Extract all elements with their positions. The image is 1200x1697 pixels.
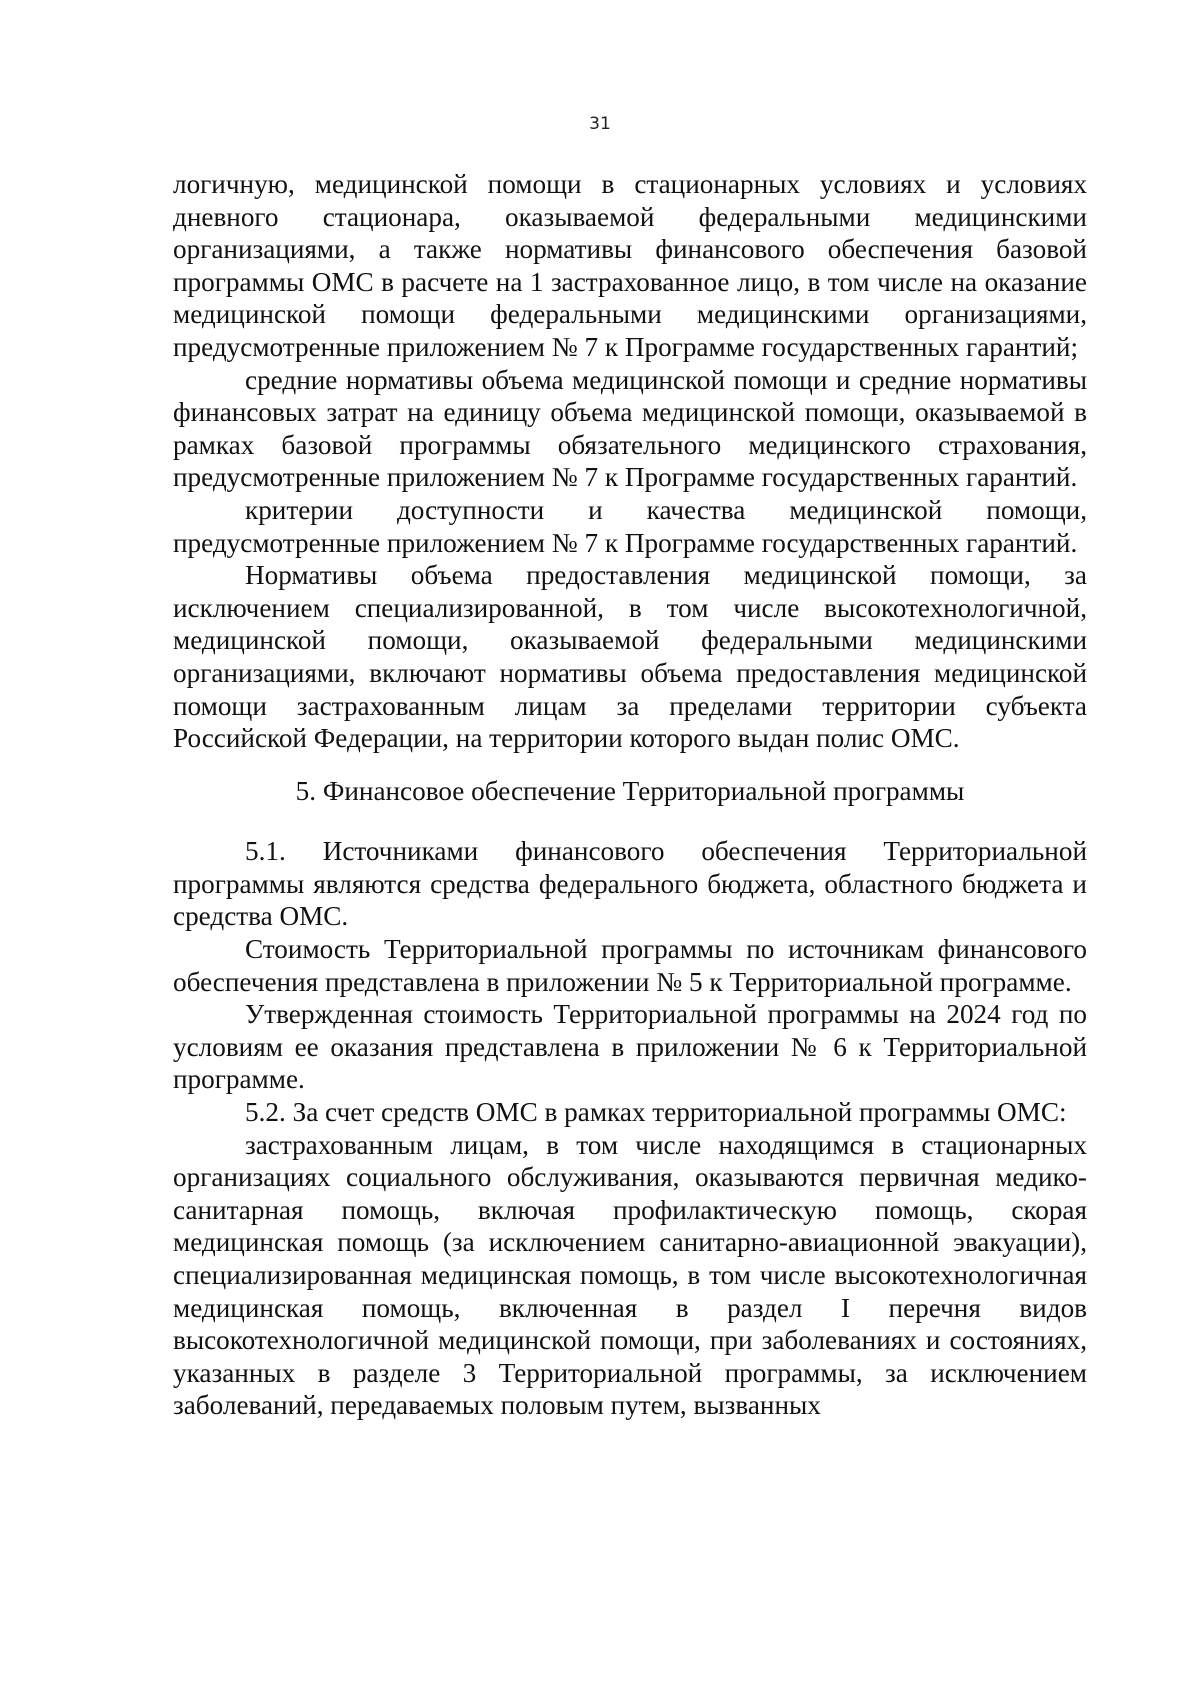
page-number: 31 bbox=[589, 114, 611, 134]
document-body bbox=[173, 168, 1087, 1422]
paragraph: средние нормативы объема медицинской помощи и средние нормативы финансовых затрат на единицу объема медицинской помощи, оказываемой в рамках базовой программы обязательного медицинского страхования, предусмотренные приложением № 7 к Программе государственных гарантий. bbox=[173, 364, 1087, 493]
paragraph: критерии доступности и качества медицинской помощи, предусмотренные приложением № 7 к Программе государственных гарантий. bbox=[173, 494, 1087, 558]
paragraph: Стоимость Территориальной программы по источникам финансового обеспечения представлена в приложении № 5 к Территориальной программе. bbox=[173, 934, 1087, 997]
paragraph: застрахованным лицам, в том числе находящимся в стационарных организациях социального обслуживания, оказываются первичная медико-санитарная помощь, включая профилактическую помощь, скорая медицинская помощь (за исключением санитарно-авиационной эвакуации), специализированная медицинская помощь, в том числе высокотехнологичная медицинская помощь, включенная в раздел I перечня видов высокотехнологичной медицинской помощи, при заболеваниях и состояниях, указанных в разделе 3 Территориальной программы, за исключением заболеваний, передаваемых половым путем, вызванных bbox=[173, 1129, 1087, 1421]
paragraph: 5.2. За счет средств ОМС в рамках территориальной программы ОМС: bbox=[245, 1097, 1067, 1128]
paragraph-continuation: логичную, медицинской помощи в стационарных условиях и условиях дневного стационара, оказываемой федеральными медицинскими организациями, а также нормативы финансового обеспечения базовой программы ОМС в расчете на 1 застрахованное лицо, в том числе на оказание медицинской помощи федеральными медицинскими организациями, предусмотренные приложением № 7 к Программе государственных гарантий; bbox=[173, 169, 1087, 362]
paragraph: Утвержденная стоимость Территориальной программы на 2024 год по условиям ее оказания представлена в приложении № 6 к Территориальной программе. bbox=[173, 999, 1087, 1095]
paragraph: Нормативы объема предоставления медицинской помощи, за исключением специализированной, в том числе высокотехнологичной, медицинской помощи, оказываемой федеральными медицинскими организациями, включают нормативы объема предоставления медицинской помощи застрахованным лицам за пределами территории субъекта Российской Федерации, на территории которого выдан полис ОМС. bbox=[173, 560, 1087, 754]
section-heading: 5. Финансовое обеспечение Территориальной программы bbox=[295, 775, 965, 806]
paragraph: 5.1. Источниками финансового обеспечения Территориальной программы являются средства федерального бюджета, областного бюджета и средства ОМС. bbox=[173, 836, 1087, 932]
